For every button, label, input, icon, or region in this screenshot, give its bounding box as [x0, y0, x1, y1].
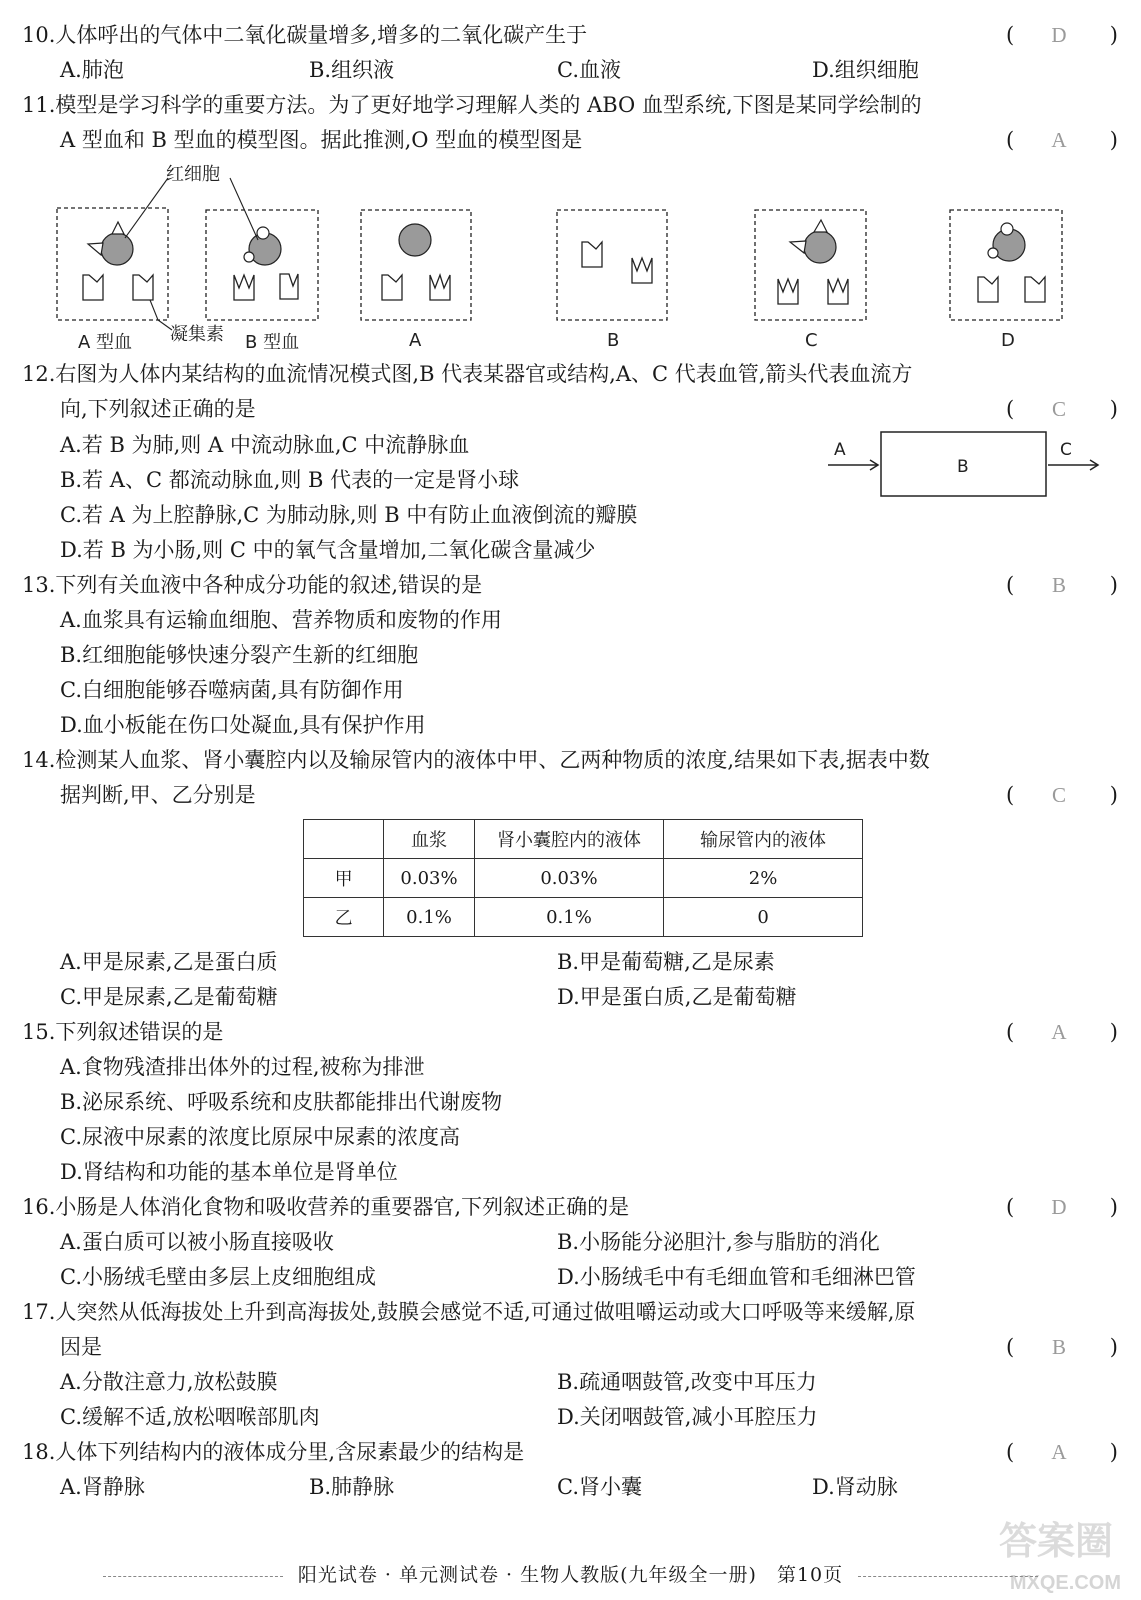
option-d: D.肾动脉	[812, 1475, 898, 1499]
option-a: A.分散注意力,放松鼓膜	[60, 1370, 278, 1394]
table-header: 输尿管内的液体	[664, 820, 863, 859]
question-16-options-row2	[0, 1260, 1141, 1295]
option-d: D.关闭咽鼓管,减小耳腔压力	[557, 1405, 818, 1429]
organ-b-label: B	[957, 457, 969, 477]
table-header: 肾小囊腔内的液体	[474, 820, 663, 859]
question-text: 10.人体呼出的气体中二氧化碳量增多,增多的二氧化碳产生于	[22, 23, 588, 47]
question-17-options-row2	[0, 1400, 1141, 1435]
option-a: A.蛋白质可以被小肠直接吸收	[60, 1230, 334, 1254]
label-type-b: B 型血	[245, 332, 300, 353]
question-13-stem: 13.下列有关血液中各种成分功能的叙述,错误的是 ( B )	[0, 568, 1141, 603]
question-text: 15.下列叙述错误的是	[22, 1020, 224, 1044]
watermark-logo	[996, 1510, 1121, 1595]
answer-letter: D	[1051, 23, 1067, 47]
table-header-row	[304, 820, 863, 859]
box-choice-c	[755, 210, 866, 320]
question-12-stem-line1	[0, 357, 1141, 392]
question-15-option-d: D.肾结构和功能的基本单位是肾单位	[60, 1160, 398, 1184]
question-text: 13.下列有关血液中各种成分功能的叙述,错误的是	[22, 573, 483, 597]
box-choice-b	[557, 210, 667, 320]
answer-letter: C	[1051, 783, 1066, 807]
question-14-stem-line1	[0, 743, 1141, 778]
option-a: A.甲是尿素,乙是蛋白质	[60, 950, 278, 974]
question-11-stem-line2: A 型血和 B 型血的模型图。据此推测,O 型血的模型图是 ( A )	[0, 123, 1141, 158]
question-15-option-b: B.泌尿系统、呼吸系统和皮肤都能排出代谢废物	[60, 1090, 503, 1114]
table-header: 血浆	[384, 820, 475, 859]
option-d: D.小肠绒毛中有毛细血管和毛细淋巴管	[557, 1265, 916, 1289]
table-row: 乙 0.1% 0.1% 0	[304, 898, 863, 937]
question-14-options-row2	[0, 980, 1141, 1015]
option-c: C.甲是尿素,乙是葡萄糖	[60, 985, 278, 1009]
label-type-a: A 型血	[78, 332, 133, 353]
question-text: 因是	[60, 1335, 102, 1359]
question-text: 17.人突然从低海拔处上升到高海拔处,鼓膜会感觉不适,可通过做咀嚼运动或大口呼吸等来缓解,原	[22, 1300, 916, 1324]
label-red-cell: 红细胞	[166, 164, 220, 185]
option-d: D.甲是蛋白质,乙是葡萄糖	[557, 985, 797, 1009]
red-cell	[399, 224, 431, 256]
question-11-stem-line1	[0, 88, 1141, 123]
question-text: 18.人体下列结构内的液体成分里,含尿素最少的结构是	[22, 1440, 525, 1464]
question-13-option-d: D.血小板能在伤口处凝血,具有保护作用	[60, 713, 426, 737]
question-text: 14.检测某人血浆、肾小囊腔内以及输尿管内的液体中甲、乙两种物质的浓度,结果如下表,据表中数	[22, 748, 930, 772]
question-18-options	[0, 1470, 1141, 1505]
option-c: C.缓解不适,放松咽喉部肌肉	[60, 1405, 320, 1429]
footer-text: 阳光试卷 · 单元测试卷 · 生物人教版(九年级全一册) 第10页	[297, 1564, 844, 1586]
question-13-option-a: A.血浆具有运输血细胞、营养物质和废物的作用	[60, 608, 502, 632]
blood-flow-diagram	[820, 425, 1110, 505]
question-12-option-d: D.若 B 为小肠,则 C 中的氧气含量增加,二氧化碳含量减少	[60, 538, 596, 562]
answer-letter: C	[1051, 397, 1066, 421]
question-text: 16.小肠是人体消化食物和吸收营养的重要器官,下列叙述正确的是	[22, 1195, 630, 1219]
blood-type-model-figure	[0, 158, 1141, 358]
concentration-table	[303, 819, 863, 937]
question-14-options-row1	[0, 945, 1141, 980]
question-text: A 型血和 B 型血的模型图。据此推测,O 型血的模型图是	[60, 128, 583, 152]
question-12-stem-line2: 向,下列叙述正确的是 ( C )	[0, 392, 1141, 427]
option-c: C.肾小囊	[557, 1475, 642, 1499]
red-cell	[101, 233, 133, 265]
table-row: 甲 0.03% 0.03% 2%	[304, 859, 863, 898]
question-17-options-row1	[0, 1365, 1141, 1400]
question-15-stem: 15.下列叙述错误的是 ( A )	[0, 1015, 1141, 1050]
question-12-option-a: A.若 B 为肺,则 A 中流动脉血,C 中流静脉血	[60, 433, 470, 457]
answer-letter: D	[1051, 1195, 1067, 1219]
question-10-options	[0, 53, 1141, 88]
option-c: C.血液	[557, 58, 621, 82]
question-16-stem: 16.小肠是人体消化食物和吸收营养的重要器官,下列叙述正确的是 ( D )	[0, 1190, 1141, 1225]
answer-letter: A	[1051, 128, 1067, 152]
label-agglutinin: 凝集素	[170, 324, 224, 345]
page-footer	[0, 1560, 1141, 1587]
watermark-icon: 答案圈	[998, 1518, 1113, 1563]
question-12-option-b: B.若 A、C 都流动脉血,则 B 代表的一定是肾小球	[60, 468, 520, 492]
option-c: C.小肠绒毛壁由多层上皮细胞组成	[60, 1265, 376, 1289]
question-text: 12.右图为人体内某结构的血流情况模式图,B 代表某器官或结构,A、C 代表血管,箭头代表血流方	[22, 362, 913, 386]
question-15-option-c: C.尿液中尿素的浓度比原尿中尿素的浓度高	[60, 1125, 460, 1149]
watermark-text: MXQE.COM	[1009, 1572, 1121, 1594]
vessel-a-label: A	[834, 440, 846, 460]
option-b: B.肺静脉	[309, 1475, 395, 1499]
question-13-option-c: C.白细胞能够吞噬病菌,具有防御作用	[60, 678, 404, 702]
answer-letter: B	[1051, 1335, 1066, 1359]
label-choice-d: D	[1001, 330, 1015, 351]
answer-letter: A	[1051, 1440, 1067, 1464]
footer-divider	[103, 1576, 283, 1577]
question-text: 据判断,甲、乙分别是	[60, 783, 256, 807]
option-a: A.肾静脉	[60, 1475, 145, 1499]
question-text: 向,下列叙述正确的是	[60, 397, 256, 421]
label-choice-c: C	[805, 330, 818, 351]
question-15-option-a: A.食物残渣排出体外的过程,被称为排泄	[60, 1055, 425, 1079]
option-b: B.小肠能分泌胆汁,参与脂肪的消化	[557, 1230, 880, 1254]
answer-letter: B	[1051, 573, 1066, 597]
red-cell	[804, 231, 836, 263]
label-choice-a: A	[409, 330, 422, 351]
question-text: 11.模型是学习科学的重要方法。为了更好地学习理解人类的 ABO 血型系统,下图是某同学绘制的	[22, 93, 922, 117]
option-b: B.组织液	[309, 58, 395, 82]
question-14-stem-line2: 据判断,甲、乙分别是 ( C )	[0, 778, 1141, 813]
question-12-option-c: C.若 A 为上腔静脉,C 为肺动脉,则 B 中有防止血液倒流的瓣膜	[60, 503, 638, 527]
answer-letter: A	[1051, 1020, 1067, 1044]
vessel-c-label: C	[1060, 440, 1072, 460]
question-10-stem: 10.人体呼出的气体中二氧化碳量增多,增多的二氧化碳产生于 ( D )	[0, 18, 1141, 53]
question-18-stem: 18.人体下列结构内的液体成分里,含尿素最少的结构是 ( A )	[0, 1435, 1141, 1470]
question-13-option-b: B.红细胞能够快速分裂产生新的红细胞	[60, 643, 419, 667]
option-a: A.肺泡	[60, 58, 124, 82]
option-b: B.甲是葡萄糖,乙是尿素	[557, 950, 775, 974]
label-choice-b: B	[607, 330, 620, 351]
option-d: D.组织细胞	[812, 58, 919, 82]
question-17-stem-line2: 因是 ( B )	[0, 1330, 1141, 1365]
question-16-options-row1	[0, 1225, 1141, 1260]
option-b: B.疏通咽鼓管,改变中耳压力	[557, 1370, 817, 1394]
question-17-stem-line1	[0, 1295, 1141, 1330]
